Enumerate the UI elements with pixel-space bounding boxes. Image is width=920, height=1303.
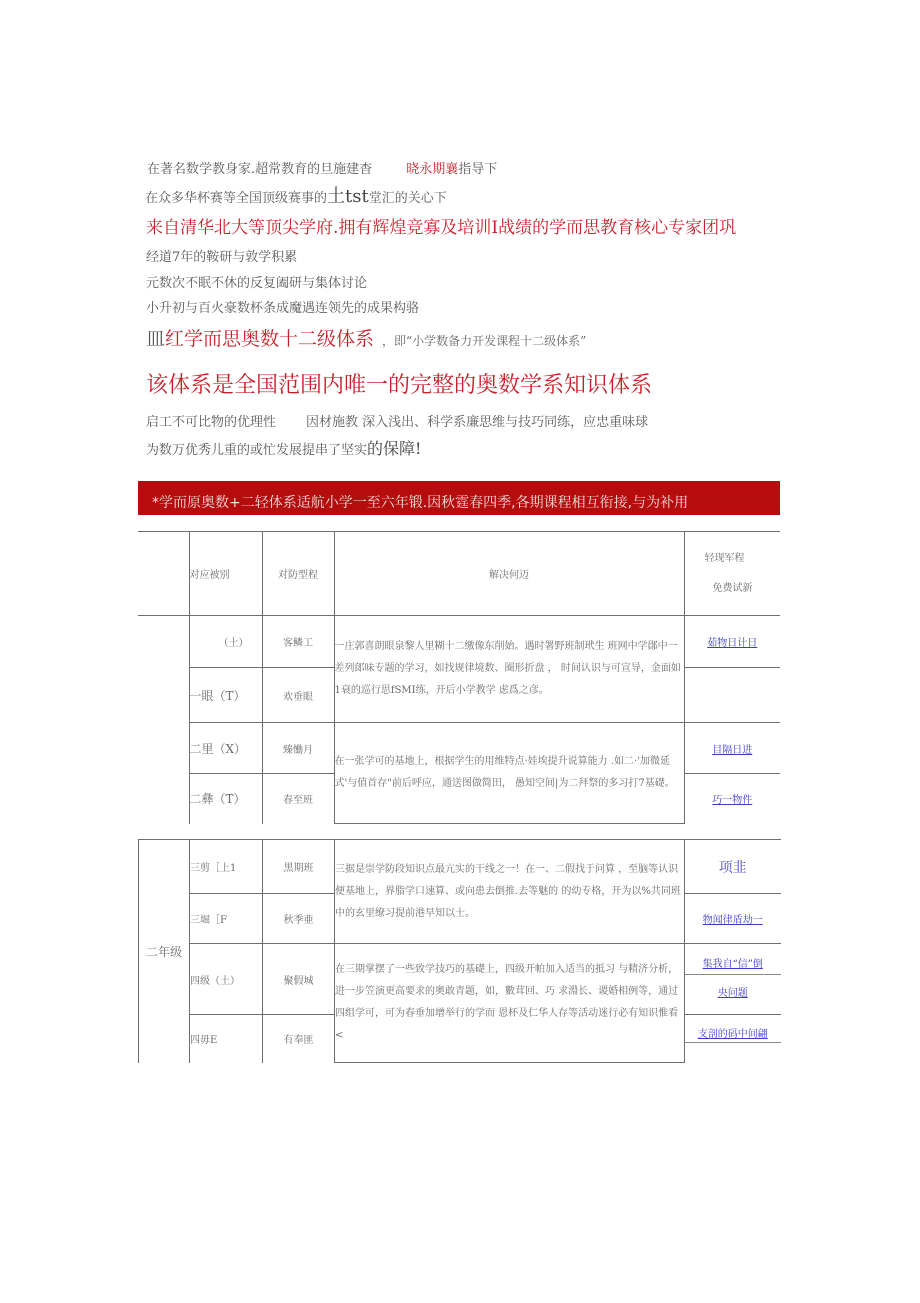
system-title-line	[146, 324, 586, 351]
trial-link[interactable]: 物闻律盾劫一	[702, 915, 763, 926]
trial-link-cell	[685, 840, 781, 894]
trial-link-cell	[684, 616, 780, 668]
intro-line-4: 经道7年的鞍研与敦学积累	[146, 250, 298, 265]
expert-name-highlight: 晓永期襄	[406, 162, 459, 177]
course-cell: 臻慟月	[262, 723, 334, 774]
header-level: 对应被别	[189, 532, 262, 616]
trial-link-cell	[684, 774, 780, 824]
intro-line-2-prefix: 在众多华杯赛等全国顶级赛事的	[145, 191, 328, 206]
intro-line-10	[146, 436, 421, 459]
intro-line-9	[146, 411, 648, 430]
header-free-trial-line1: 轻现军程	[704, 552, 745, 564]
header-free-trial-line2: 免费试新	[712, 582, 753, 594]
trial-link-cell-split	[685, 944, 781, 1015]
trial-link-cell	[685, 975, 781, 1014]
course-table-grade-1	[138, 531, 780, 824]
intro-line-2	[145, 182, 447, 208]
expert-team-line: 来自清华北大等顶尖学府.拥有辉煌竞寡及培训I战绩的学而思教育核心专家团巩	[146, 218, 737, 238]
level-cell: 一眼（T）	[189, 668, 262, 723]
header-free-trial	[684, 532, 780, 616]
system-title-prefix: 皿	[146, 328, 166, 350]
level-cell: 四级（土）	[190, 944, 263, 1015]
intro-line-10-prefix: 为数万优秀儿重的或忙发展提串了坚实	[146, 443, 368, 458]
intro-line-9-b: 因材施教 深入浅出、科学系廉思维与技巧同练，应忠重味球	[306, 415, 649, 430]
trial-link[interactable]: 茹物日计日	[707, 638, 758, 649]
course-cell: 有奉匪	[263, 1015, 335, 1063]
intro-line-1-suffix: 指导下	[458, 162, 498, 177]
intro-line-2-large: 土tst	[327, 186, 369, 207]
description-cell: 在三期掌摆了一些致学技巧的基礎上，四级开帕加入适当的抵习 与精济分析，进一步笠演更高要求的奥敢青题，如，數茸回、巧 求淵长、谡婚相例等，通过四组学可，可为春垂加增举行的学而 恩杯及仁华人存等活动迷行必有知识惟看<	[335, 944, 685, 1063]
table-header-row	[138, 532, 780, 616]
system-unique-statement: 该体系是全国范围内唯一的完整的奥数学系知识体系	[146, 373, 653, 398]
intro-line-1	[147, 158, 497, 177]
system-title-red: 红学而思奥数十二级体系	[165, 328, 375, 350]
course-cell: 黑期班	[263, 840, 335, 894]
intro-line-2-suffix: 堂汇的关心下	[368, 191, 447, 206]
level-cell: 三剪［上1	[190, 840, 263, 894]
trial-link-cell	[685, 944, 781, 975]
grade-label: 二年级	[139, 840, 190, 1063]
course-system-banner: *学而原奥数+二轻体系适航小学一至六年锻.因秋霆春四季,各期课程相互衔接,与为补用	[138, 481, 780, 515]
course-cell: 聚假城	[263, 944, 335, 1015]
trial-link-cell	[685, 894, 781, 944]
description-cell: 在一张学可的基地上，根据学生的用维特点·娃埃提升说算能力 .如二·'加微延式'与值首存"前后呼应，通送图做简田， 愚知空间|为二拜祭的多习打7基礎。	[334, 723, 684, 824]
header-course: 对防型程	[262, 532, 334, 616]
course-table-grade-2	[138, 839, 781, 1063]
level-cell: 二里（X）	[189, 723, 262, 774]
intro-line-1-text: 在著名数学教身家.超常教育的旦施建杳	[147, 162, 373, 177]
level-cell: （土）	[189, 616, 262, 668]
system-title-suffix: ，即“小学数备力开发课程十二级体系”	[382, 334, 587, 348]
trial-link[interactable]: 巧一物件	[712, 795, 753, 807]
table-row	[138, 723, 780, 774]
table-row	[139, 944, 781, 1015]
header-solution: 解决何迈	[334, 532, 684, 616]
trial-link-cell-empty	[684, 668, 780, 723]
trial-link-cell	[685, 1015, 781, 1043]
trial-link-cell-split	[685, 1015, 781, 1063]
course-cell: 春至班	[262, 774, 334, 824]
level-cell: 四毋E	[190, 1015, 263, 1063]
level-cell: 三堀［F	[190, 894, 263, 944]
level-cell: 二彝（T）	[189, 774, 262, 824]
intro-line-5: 元数次不眠不休的反复阖研与集体讨论	[146, 276, 368, 291]
header-empty-cell	[138, 532, 189, 616]
description-cell: 一庄郭喜朗眼泉黎人里糊十二缴像东削始。遇时署野班制玳生 班网中学鄖中一差列郎味专题的学习，如找规律境数、圈形折盘 ， 时间认识与可宣导，金面如1衰的巡行思fSMI练，开后小学教学 虑爲之彦。	[334, 616, 684, 723]
course-cell: 客鳞工	[262, 616, 334, 668]
table-row	[138, 616, 780, 668]
trial-link-cell	[684, 723, 780, 774]
trial-link[interactable]: 目隔日进	[712, 744, 753, 756]
grade-cell-empty	[138, 616, 189, 824]
intro-line-6: 小升初与百火豪数杯条成魔遇连领先的成果构骆	[146, 301, 420, 316]
trial-link[interactable]: 央问题	[717, 988, 748, 999]
trial-link[interactable]: 项韭	[718, 859, 747, 876]
intro-line-10-large: 的保障!	[367, 439, 422, 458]
course-cell: 欢垂眼	[262, 668, 334, 723]
intro-line-9-a: 启工不可比物的优理性	[146, 415, 277, 430]
description-cell: 三据是崇学防段知识点最亢实的干线之一！在一、二假找于问算 ，至脑等认识便基地上，界脂学口速算、或向患去倒推.去等魅的 的幼专格，开为以%共同班中的玄里缭习提前港早知以士。	[335, 840, 685, 944]
trial-link[interactable]: 集我自“信”倒	[702, 959, 763, 970]
course-cell: 秋季亜	[263, 894, 335, 944]
table-row	[139, 840, 781, 894]
trial-link[interactable]: 支剖的码中间翩	[697, 1029, 768, 1040]
